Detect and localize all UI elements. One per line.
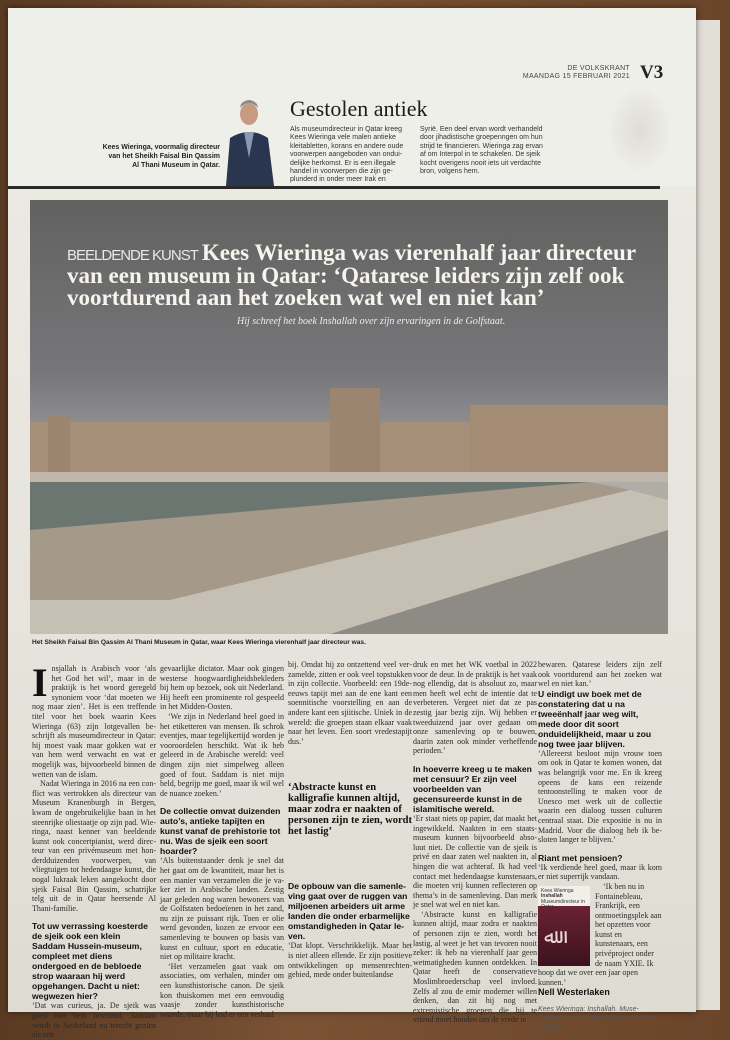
interview-question: U eindigt uw boek met de constatering dat u na tweeënhalf jaar weg wilt, mede door dit soort onduidelijkheid, maar u zou nog twee jaar blijven. xyxy=(538,688,652,749)
column-1 xyxy=(32,660,156,1040)
pull-quote: ‘Abstracte kunst en kalligrafie kunnen altijd, maar zodra er naakten of personen zijn te zien, wordt het lastig’ xyxy=(288,782,412,838)
paragraph: bewaren. Qatarese leiders zijn zelf ook voortdurend aan het zoeken wat wel en niet kan.’ xyxy=(538,660,662,689)
paragraph: ‘Ik verdiende heel goed, maar ik kom er niet superrijk vandaan. xyxy=(538,862,662,882)
paragraph: ‘We zijn in Nederland heel goed in het etiketteren van mensen. Ik schrok eventjes, maar tegelijkertijd worden je vooroordelen herschikt. Wat ik heb geleerd in de Arabische wereld: veel dingen zijn niet simpelweg alleen goed of fout. Saddam is niet mijn held, begrijp me goed, maar ik wil wel de nuance zoeken.’ xyxy=(160,711,284,798)
paper-name: DE VOLKSKRANT xyxy=(567,65,630,72)
paragraph: ‘Dat klopt. Verschrikkelijk. Maar het is niet alleen ellende. Er zijn positieve ontwikkelingen op mensenrechtengebied, mede onder buitenlandse xyxy=(288,941,412,980)
paragraph: ‘Het verzamelen gaat vaak om associaties, om verhalen, minder om een kunsthistorische canon. De sjeik kon thuiskomen met een eenvoudig vaasje zonder kunsthistorische waarde, maar hij had er een verhaal xyxy=(160,961,284,1019)
section-label: BEELDENDE KUNST xyxy=(67,247,198,264)
column-3 xyxy=(288,660,412,980)
masthead xyxy=(523,65,630,81)
page-number: V3 xyxy=(640,62,664,83)
headline-text: Kees Wieringa was vierenhalf jaar directeur van een museum in Qatar: ‘Qatarese leiders zijn zelf ook voortdurend aan het zoeken wat wel en niet kan’ xyxy=(67,240,636,310)
paragraph: ‘Allereerst besloot mijn vrouw toen om ook in Qatar te komen wonen, dat was belangrijk voor me. En ik kreeg opeens de kans een reizende tentoonstelling te maken voor de Unesco met werk uit de collectie waarin een dialoog tussen culturen centraal staat. Die expositie is nu in Madrid. Voor die dialoog heb ik besloten langer te blijven.’ xyxy=(538,748,662,845)
column-2 xyxy=(160,664,284,1019)
paragraph: druk en met het WK voetbal in 2022 voor de deur. In de praktijk is het vaak nog ellendig, dat is absoluut zo, maar men heeft wel echt de intentie dat te verbeteren. Vergeet niet dat ze pas zestig jaar bezig zijn. Wij hebben er tweeduizend jaar over gedaan om onze samenleving op te bouwen, daarin zaten ook minder verheffende perioden.’ xyxy=(413,660,537,756)
watermark xyxy=(610,90,670,170)
interview-question: In hoeverre kreeg u te maken met censuur? Er zijn veel voorbeelden van gecensureerde kunst in de islamitische wereld. xyxy=(413,763,532,814)
book-title: Inshallah xyxy=(541,893,563,900)
column-4 xyxy=(413,660,537,1025)
headline xyxy=(67,242,657,310)
calligraphy-graphic: ﷲ xyxy=(544,923,556,948)
paragraph: nsjallah is Arabisch voor ‘als het God het wil’, maar in de praktijk is het woord geregeld synoniem voor ‘dat moeten we nog maar zien’. Het is een treffende titel voor het boek waarin Kees Wieringa (63) zijn lotgevallen beschrijft als museumdirecteur in Qatar: hij moest vaak maar gokken wat er van hem werd verwacht en wat er mogelijk was, bijvoorbeeld binnen de wetten van de islam. xyxy=(32,664,156,779)
issue-date: MAANDAG 15 FEBRUARI 2021 xyxy=(522,73,630,80)
headline-block xyxy=(67,242,657,327)
interview-question: De collectie omvat duizenden auto’s, antieke tapijten en kunst vanaf de prehistorie tot nu. Was de sjeik een soort hoarder? xyxy=(160,806,281,857)
paragraph: ‘Als buitenstaander denk je snel dat het gaat om de kwantiteit, maar het is een manier van verzamelen die je vaker ziet in Arabische landen. Zestig jaar geleden nog waren bewoners van de Golfstaten bedoeïenen in het zand, nu zijn ze puissant rijk. Toen er olie werd gevonden, kozen ze ervoor een samenleving te bouwen op basis van kunst en cultuur, sport en educatie, niet op militaire kracht. xyxy=(160,856,284,962)
paragraph: ‘Er staat niets op papier, dat maakt het ingewikkeld. Naakten in een staatsmuseum kunnen bijvoorbeeld absoluut niet. De collectie van de sjeik is privé en daar zaten wel naakten in, al hingen die wat achteraf. Ik had veel contact met hedendaagse kunstenaars, die moeten vrij kunnen reflecteren op thema’s in de samenleving. Dan merk je snel wat wel en niet kan. xyxy=(413,813,537,910)
paragraph: ‘Ik ben nu in Fontainebleau, Frankrijk, een ontmoetingsplek aan het opzetten voor kunst en kunstenaars, een privéproject onder de naam YXIE. Ik hoop dat we over een jaar open kunnen.’ xyxy=(538,881,662,987)
interview-question: Riant met pensioen? xyxy=(538,852,623,863)
book-cover xyxy=(538,886,590,966)
book-info: Kees Wieringa: Inshallah. Museumdirecteur in Qatar. Uitgeverij Water, € 21,99. xyxy=(538,1006,657,1032)
sidebar-text-col2: Syrië. Een deel ervan wordt verhandeld door jihadistische groepenngen om hun strijd te financieren. Wieringa zag ervan af om Interpol in te schakelen. De sjeik kocht overigens nooit iets uit verdachte bron, volgens hem. xyxy=(420,126,543,176)
interview-question: Tot uw verrassing koesterde de sjeik ook een klein Saddam Hussein-museum, compleet met diens ondergoed en de bebloede strop waaraan hij werd opgehangen. Dacht u niet: wegwezen hier? xyxy=(32,921,148,1002)
interview-question: De opbouw van die samenleving gaat over de ruggen van miljoenen arbeiders uit arme landen die onder erbarmelijke omstandigheden in Qatar leven. xyxy=(288,881,410,942)
subheadline: Hij schreef het boek Inshallah over zijn ervaringen in de Golfstaat. xyxy=(237,315,506,327)
paragraph: gevaarlijke dictator. Maar ook gingen westerse hoogwaardigheidsbekleders bij hem op bezoek, ook uit Nederland. Hij heeft een prominente rol gespeeld in het Midden-Oosten. xyxy=(160,664,284,712)
paragraph: ‘Dat was curieus, ja. De sjeik was goed met hem bevriend. Saddam wordt in Nederland nu terecht gezien als een xyxy=(32,1001,156,1040)
paragraph: ‘Abstracte kunst en kalligrafie kunnen altijd, maar zodra er naakten of personen zijn te zien, wordt het lastig, al weet je het van tevoren nooit zeker: ik heb na vierenhalf jaar geen wetmatigheden kunnen ontdekken. In Qatar heeft de conservatieve Moslimbroederschap veel invloed. Zelfs al zou de emir moderner willen denken, dan zit hij nog met extremistische groepen die hij te vriend moet houden om de vrede te xyxy=(413,909,537,1025)
paragraph: Nadat Wieringa in 2016 na een conflict was vertrokken als directeur van Museum Kranenburgh in Bergen, kwam de ongebruikelijke baan in het steenrijke oliestaatje op zijn pad. Wieringa, naast kenner van beeldende kunst ook concertpianist, werd directeur van een privémuseum met honderdduizenden voorwerpen, van vliegtuigen tot hedendaagse kunst, die nogal lukraak leken aangekocht door sjeik Faisal Bin Qassim, schatrijke telg uit de in Qatar heersende Al Thani-familie. xyxy=(32,779,156,913)
photo-caption: Het Sheikh Faisal Bin Qassim Al Thani Museum in Qatar, waar Kees Wieringa vierenhalf jaar directeur was. xyxy=(32,639,366,646)
column-5 xyxy=(538,660,662,1032)
author-byline: Nell Westerlaken xyxy=(538,987,610,998)
divider xyxy=(8,186,660,189)
sidebar-title: Gestolen antiek xyxy=(290,96,428,121)
drop-cap: I xyxy=(32,660,48,705)
portrait-caption: Kees Wieringa, voormalig directeur van het Sheikh Faisal Bin Qassim Al Thani Museum in Qatar. xyxy=(102,144,220,169)
book-subtitle: Museumdirecteur in Qatar xyxy=(541,898,585,911)
sidebar-text-col1: Als museumdirecteur in Qatar kreeg Kees Wieringa vele malen antieke kleitabletten, korans en andere oude voorwerpen aangeboden van onduidelijke herkomst. Er is een illegale handel in voorwerpen die zijn geplunderd in onder meer Irak en xyxy=(290,126,404,184)
portrait-photo xyxy=(222,98,276,186)
book-author: Kees Wieringa xyxy=(541,887,574,894)
paragraph: bij. Omdat hij zo ontzettend veel verzamelde, zitten er ook veel topstukken in zijn collectie. Voorbeeld: een 19de-eeuws tapijt met aan de ene kant een soennitische voorstelling en aan de andere kant een sjiitische. Uniek in de wereld: die groepen staan elkaar vaak naar het leven. Een soort vredestapijt dus.’ xyxy=(288,660,412,746)
